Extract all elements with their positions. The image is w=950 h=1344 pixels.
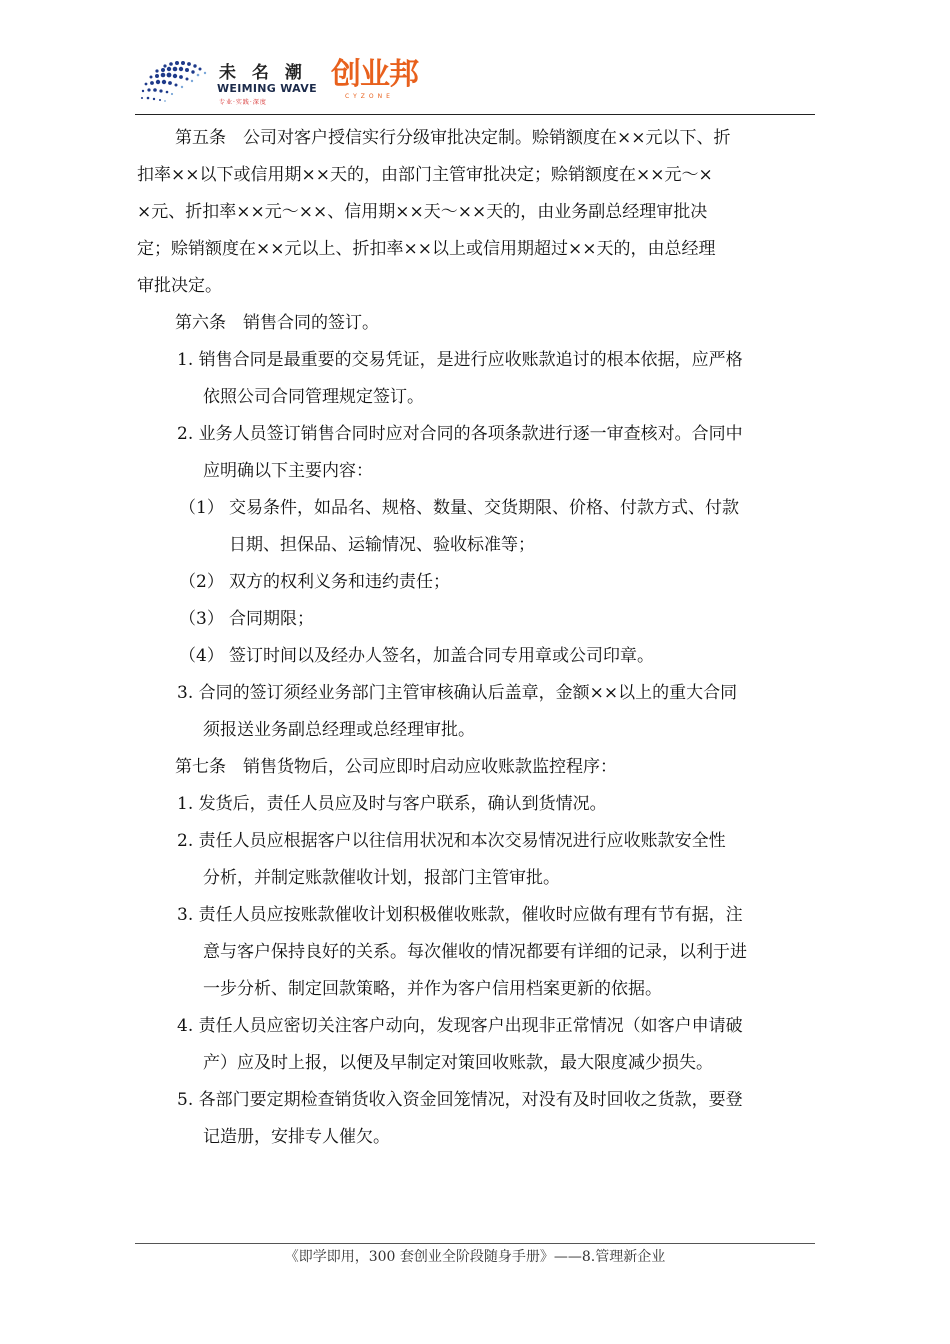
cyzone-brand-subtitle: CYZONE	[345, 93, 394, 100]
list-item	[137, 1008, 817, 1045]
list-item-continuation: 依照公司合同管理规定签订。	[203, 387, 424, 407]
list-item	[137, 823, 817, 860]
list-item-continuation: 应明确以下主要内容：	[203, 461, 373, 481]
item-text: 责任人员应根据客户以往信用状况和本次交易情况进行应收账款安全性	[198, 831, 726, 851]
article5-line: 第五条 公司对客户授信实行分级审批决定制。赊销额度在××元以下、折	[175, 128, 731, 148]
list-item-continuation: 记造册，安排专人催欠。	[203, 1127, 390, 1147]
item-text: 销售合同是最重要的交易凭证，是进行应收账款追讨的根本依据，应严格	[198, 350, 743, 370]
item-number: 4.	[177, 1016, 194, 1036]
article5-line: 定；赊销额度在××元以上、折扣率××以上或信用期超过××天的，由总经理	[137, 239, 716, 259]
item-text: 合同的签订须经业务部门主管审核确认后盖章，金额××以上的重大合同	[198, 683, 738, 703]
sub-item-text: 签订时间以及经办人签名，加盖合同专用章或公司印章。	[229, 646, 654, 666]
list-item	[137, 416, 817, 453]
article5-line: 审批决定。	[137, 276, 222, 296]
list-item-continuation: 分析，并制定账款催收计划，报部门主管审批。	[203, 868, 560, 888]
item-text: 责任人员应密切关注客户动向，发现客户出现非正常情况（如客户申请破	[198, 1016, 743, 1036]
list-item-continuation: 须报送业务副总经理或总经理审批。	[203, 720, 475, 740]
item-number: 1.	[177, 794, 194, 814]
item-text: 发货后，责任人员应及时与客户联系，确认到货情况。	[198, 794, 607, 814]
document-body	[137, 120, 817, 1156]
page-footer: 《即学即用，300 套创业全阶段随身手册》——8.管理新企业	[284, 1249, 666, 1265]
list-item	[137, 1082, 817, 1119]
sub-item-number: （4）	[179, 646, 224, 666]
item-number: 3.	[177, 683, 194, 703]
sub-list-item	[137, 601, 817, 638]
list-item-continuation: 产）应及时上报，以便及早制定对策回收账款，最大限度减少损失。	[203, 1053, 713, 1073]
list-item-continuation: 意与客户保持良好的关系。每次催收的情况都要有详细的记录，以利于进	[203, 942, 747, 962]
item-text: 各部门要定期检查销货收入资金回笼情况，对没有及时回收之货款，要登	[198, 1090, 743, 1110]
sub-item-text: 双方的权利义务和违约责任；	[229, 572, 450, 592]
item-number: 2.	[177, 831, 194, 851]
item-number: 2.	[177, 424, 194, 444]
cyzone-brand-logo: 创业邦	[331, 57, 418, 92]
sub-list-item	[137, 564, 817, 601]
weiming-wave-logo-icon	[135, 54, 217, 110]
article6-title: 第六条 销售合同的签订。	[175, 313, 379, 333]
sub-item-text: 合同期限；	[229, 609, 314, 629]
list-item-continuation: 一步分析、制定回款策略，并作为客户信用档案更新的依据。	[203, 979, 662, 999]
item-text: 责任人员应按账款催收计划积极催收账款，催收时应做有理有节有据，注	[198, 905, 743, 925]
item-number: 5.	[177, 1090, 194, 1110]
logo-slogan: 专业·实践·深度	[219, 99, 267, 106]
list-item	[137, 786, 817, 823]
item-number: 3.	[177, 905, 194, 925]
article5-line: ×元、折扣率××元～××、信用期××天～××天的，由业务副总经理审批决	[137, 202, 708, 222]
sub-list-item	[137, 638, 817, 675]
article5-line: 扣率××以下或信用期××天的，由部门主管审批决定；赊销额度在××元～×	[137, 165, 713, 185]
sub-item-number: （1）	[179, 498, 224, 518]
list-item	[137, 342, 817, 379]
item-text: 业务人员签订销售合同时应对合同的各项条款进行逐一审查核对。合同中	[198, 424, 743, 444]
sub-list-item-continuation: 日期、担保品、运输情况、验收标准等；	[229, 535, 535, 555]
item-number: 1.	[177, 350, 194, 370]
logo-english-name: WEIMING WAVE	[217, 82, 317, 95]
list-item	[137, 675, 817, 712]
list-item	[137, 897, 817, 934]
logo-chinese-name: 未 名 潮	[219, 63, 307, 83]
footer-divider	[135, 1243, 815, 1244]
header-divider	[135, 114, 815, 115]
sub-item-text: 交易条件，如品名、规格、数量、交货期限、价格、付款方式、付款	[229, 498, 739, 518]
sub-list-item	[137, 490, 817, 527]
article7-title: 第七条 销售货物后，公司应即时启动应收账款监控程序：	[175, 757, 617, 777]
sub-item-number: （3）	[179, 609, 224, 629]
page-header	[135, 52, 815, 114]
sub-item-number: （2）	[179, 572, 224, 592]
